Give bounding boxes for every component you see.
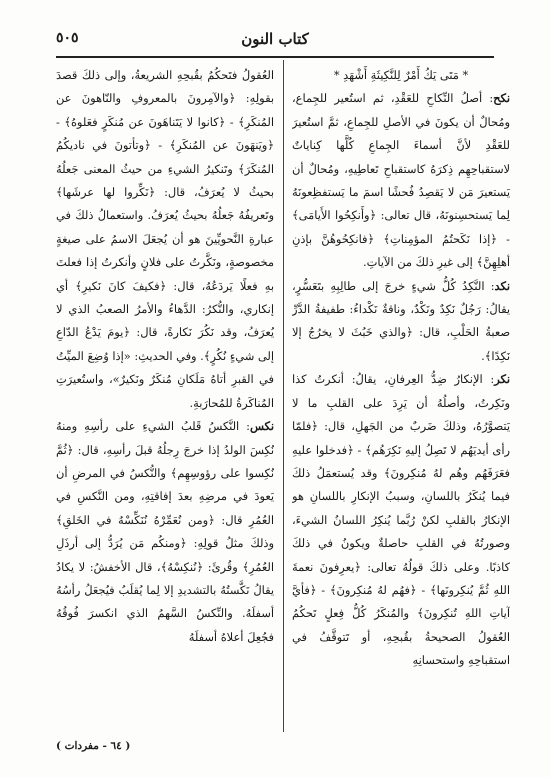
entry-headword: نكر: [494, 372, 510, 387]
signature-mark: ( ٦٤ - مفردات ): [56, 740, 131, 752]
entry-text: : النَّكِدُ كُلُّ شيءٍ خرجَ إلى طالِبِهِ بتَعَسُّرٍ، يقالُ: رَجُلٌ نَكِدٌ ونَكْدٌ، وناقةٌ نَكْداءُ: طفيفةُ الدَّرِّ صعبةُ الحَلْبِ، قال: ﴿والذي خَبُثَ لا يخرُجُ إلا نَكِدًا﴾.: [292, 278, 510, 363]
page-number: ٥٠٥: [56, 30, 79, 46]
entry-nkh: [292, 87, 510, 274]
running-title: كتاب النون: [241, 30, 309, 48]
header-rule: [56, 56, 494, 58]
entry-nks: [56, 415, 274, 649]
entry-headword: نكد: [494, 278, 510, 293]
entry-text: : النَّكسُ قَلبُ الشيءِ على رأسِهِ ومنهُ نُكِسَ الولدُ إذا خرجَ رِجلُهُ قبلَ رأسِهِ، قال: ﴿ثُمَّ نُكِسوا على رؤوسِهِم﴾ والنُّكسُ في المرضِ أن يَعودَ في مرضِهِ بعدَ إفاقتِهِ، ومن النَّكسِ في العُمُرِ قال: ﴿ومن نُعَمِّرْهُ نُنَكِّسْهُ في الخَلقِ﴾ وذلكَ مثلُ قولِهِ: ﴿ومنكُم مَن يُرَدُّ إلى أرذَلِ العُمُرِ﴾ وقُرئَ: ﴿نُنكِسْهُ﴾، قال الأخفشُ: لا يكادُ يقالُ نَكَّستُهُ بالتشديدِ إلا لِما يُقلَبُ فيُجعَلُ رأسُهُ أسفلَهُ. والنِّكسُ السَّهمُ الذي انكسرَ فُوقُهُ فجُعِلَ أعلاهُ أسفلَهُ: [56, 419, 274, 644]
right-column: [292, 64, 510, 732]
entry-headword: نكح: [493, 91, 510, 106]
entry-nkd: [292, 275, 510, 369]
verse-line: * مَتَى يَكُ أَمْرٌ لِلنَّكِيثَةِ أَشْهَدِ *: [333, 68, 469, 82]
entry-text: : أصلُ النِّكاحِ للعَقْدِ، ثم استُعير للجِماع، ومُحالٌ أن يكونَ في الأصلِ للجِماعِ، ثمَّ استُعيرَ للعَقْدِ لأنَّ أسماءَ الجِماعِ كُلَّها كِناياتٌ لاستقباحِهِم ذِكرَهُ كاستقباحِ تَعاطِيهِ، ومُحالٌ أن يَستعيرَ مَن لا يَقصِدُ فُحشًا اسمَ ما يَستفظِعونَهُ لِما يَستحسِنونَهُ، قال تعالى: ﴿وأَنكِحُوا الأَيامَى﴾ - ﴿إذا نَكَحتُمُ المؤمِناتِ﴾ ﴿فانكِحُوهُنَّ بإذنِ أهلِهِنَّ﴾ إلى غيرِ ذلكَ من الآياتِ.: [292, 91, 510, 270]
entry-text: : الإنكارُ ضِدُّ العِرفانِ، يقالُ: أنكرتُ كذا ونَكِرتُ، وأصلُهُ أن يَرِدَ على القلبِ ما لا يَتصوَّرُهُ، وذلكَ ضَربٌ من الجَهلِ، قال: ﴿فلمّا رأى أيديَهُم لا تَصِلُ إليهِ نَكِرَهُم﴾ - ﴿فدخلوا عليهِ فعَرَفَهُم وهُم لهُ مُنكِرونَ﴾ وقد يُستعمَلُ ذلكَ فيما يُنكَرُ باللسانِ، وسببُ الإنكارِ باللسانِ هو الإنكارُ بالقلبِ لكنْ رُبَّما يُنكِرُ اللسانُ الشيءَ، وصورتُهُ في القلبِ حاصلةٌ ويكونُ في ذلكَ كاذبًا. وعلى ذلكَ قولُهُ تعالى: ﴿يعرِفونَ نعمةَ اللهِ ثُمَّ يُنكِرونَها﴾ - ﴿فهُم لهُ مُنكِرونَ﴾ - ﴿فأيَّ آياتِ اللهِ تُنكِرونَ﴾ والمُنكَرُ كُلُّ فِعلٍ تَحكُمُ العُقولُ الصحيحةُ بقُبحِهِ، أو تَتوقَّفُ في استقباحِهِ واستحسانِهِ: [292, 372, 510, 668]
page-header: [56, 30, 494, 54]
entry-nkr-continued: [56, 64, 274, 415]
left-column: [56, 64, 274, 732]
entry-text: العُقولُ فتَحكُمُ بقُبحِهِ الشريعةُ، وإلى ذلكَ قصدَ بقولِهِ: ﴿والآمِرونَ بالمعروفِ والنّاهونَ عن المُنكَرِ﴾ - ﴿كانوا لا يَتَناهَونَ عن مُنكَرٍ فعَلوهُ﴾ - ﴿ويَنهَونَ عن المُنكَرِ﴾ - ﴿وتأتونَ في ناديكُمُ المُنكَرَ﴾ وتَنكيرُ الشيءِ من حيثُ المعنى جَعلُهُ بحيثُ لا يُعرَفُ، قال: ﴿نَكِّروا لها عرشَها﴾ وتَعريفُهُ جَعلُهُ بحيثُ يُعرَفُ. واستعمالُ ذلكَ في عبارةِ النَّحويِّينَ هو أن يُجعَلَ الاسمُ على صيغةٍ مخصوصةٍ، ونَكَّرتُ على فلانٍ وأنكرتُ إذا فعلتَ بهِ فعلًا يَردَعُهُ، قال: ﴿فكيفَ كانَ نَكيرِ﴾ أي إنكاري، والنُّكرُ: الدَّهاءُ والأمرُ الصعبُ الذي لا يُعرَفُ، وقد نَكُرَ نَكارةً، قال: ﴿يومَ يَدْعُ الدّاعِ إلى شيءٍ نُكُرٍ﴾. وفي الحديثِ: «إذا وُضِعَ الميِّتُ في القبرِ أتاهُ مَلَكانِ مُنكَرٌ ونَكيرٌ»، واستُعيرَتِ المُناكَرةُ للمُحارَبةِ.: [56, 68, 274, 410]
entry-headword: نكس: [250, 419, 274, 434]
entry-nkr: [292, 368, 510, 672]
column-divider: [283, 60, 284, 732]
